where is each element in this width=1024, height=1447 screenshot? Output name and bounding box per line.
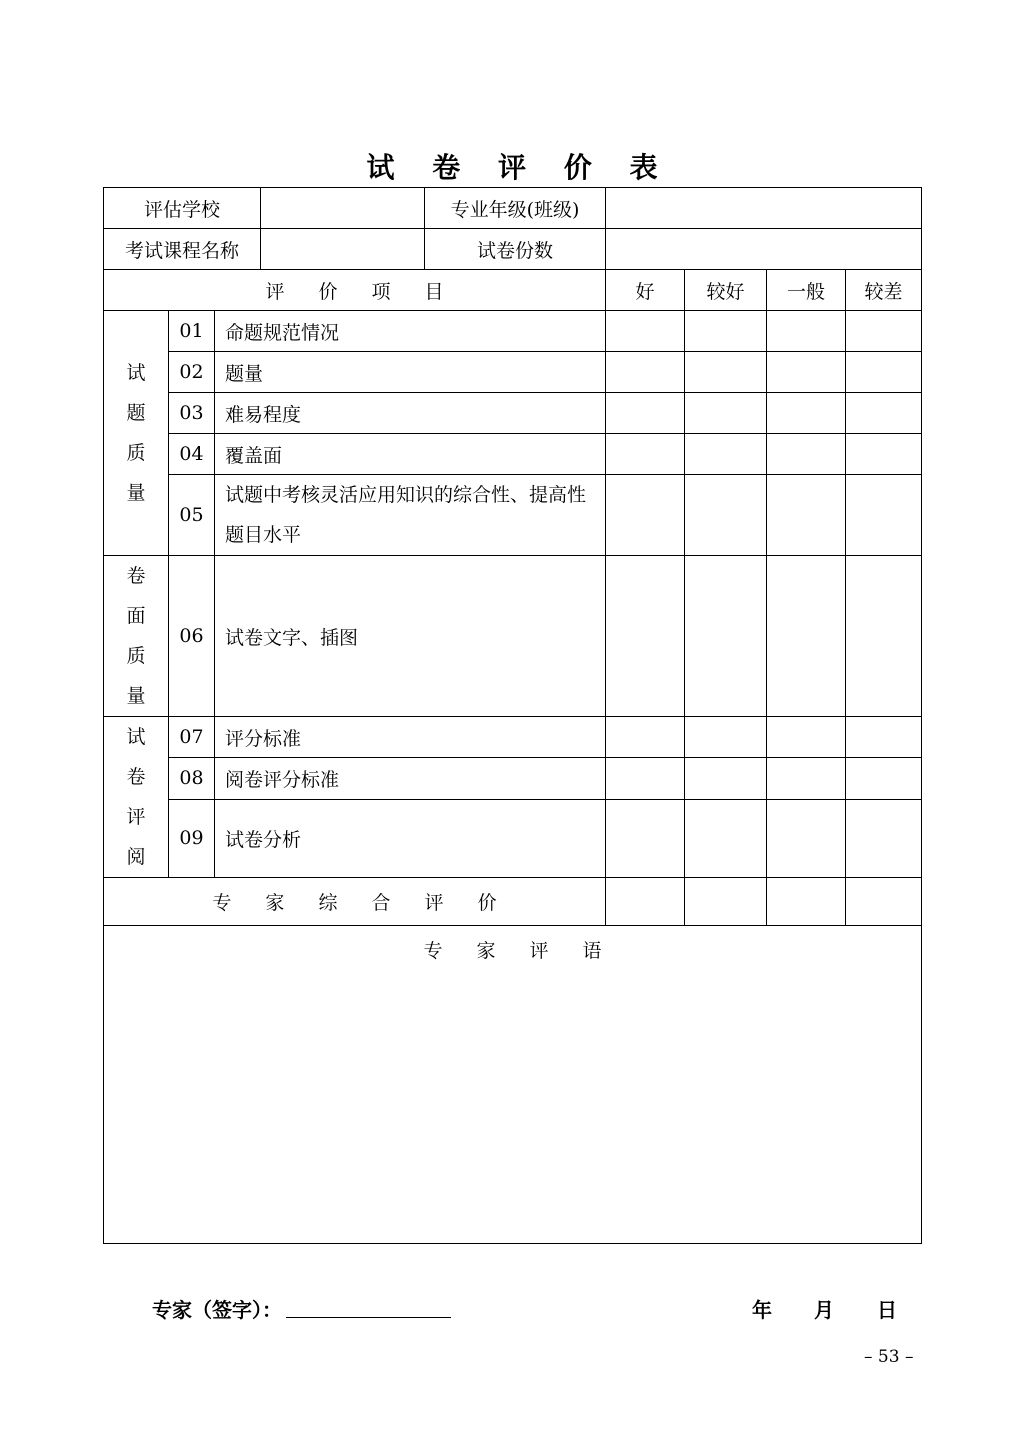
rating-cell-fairly-good[interactable]: [685, 475, 767, 556]
rating-cell-good[interactable]: [606, 878, 685, 926]
item-number: 03: [169, 393, 215, 434]
comments-area[interactable]: [104, 926, 922, 1244]
item-text: 试卷文字、插图: [215, 556, 606, 717]
course-label: 考试课程名称: [104, 229, 261, 270]
col-header-fairly-good: 较好: [685, 270, 767, 311]
copies-field[interactable]: [606, 229, 922, 270]
rating-cell-fairly-good[interactable]: [685, 758, 767, 799]
rating-cell-average[interactable]: [767, 434, 846, 475]
item-text: 覆盖面: [215, 434, 606, 475]
signature-label: 专家（签字）：: [152, 1298, 282, 1322]
rating-cell-average[interactable]: [767, 556, 846, 717]
overall-row: [104, 878, 922, 926]
group-label-paper-grading: 试 卷 评 阅: [104, 717, 169, 878]
rating-cell-good[interactable]: [606, 556, 685, 717]
rating-cell-average[interactable]: [767, 393, 846, 434]
item-number: 01: [169, 311, 215, 352]
item-text: 题量: [215, 352, 606, 393]
item-text: 命题规范情况: [215, 311, 606, 352]
group-label-paper-quality: 卷 面 质 量: [104, 556, 169, 717]
major-label: 专业年级(班级): [425, 188, 606, 229]
item-number: 04: [169, 434, 215, 475]
rating-cell-poor[interactable]: [846, 352, 922, 393]
table-row: [104, 352, 922, 393]
rating-cell-good[interactable]: [606, 393, 685, 434]
rating-cell-fairly-good[interactable]: [685, 393, 767, 434]
rating-cell-poor[interactable]: [846, 878, 922, 926]
col-header-average: 一般: [767, 270, 846, 311]
copies-label: 试卷份数: [425, 229, 606, 270]
course-field[interactable]: [261, 229, 425, 270]
rating-cell-poor[interactable]: [846, 799, 922, 878]
rating-cell-good[interactable]: [606, 758, 685, 799]
table-row: [104, 311, 922, 352]
rating-cell-poor[interactable]: [846, 758, 922, 799]
rating-cell-poor[interactable]: [846, 393, 922, 434]
comments-row: [104, 926, 922, 1244]
col-header-item: 评 价 项 目: [104, 270, 606, 311]
date-month-label: 月: [814, 1298, 834, 1322]
rating-cell-good[interactable]: [606, 717, 685, 758]
school-label: 评估学校: [104, 188, 261, 229]
item-text: 阅卷评分标准: [215, 758, 606, 799]
item-text: 试卷分析: [215, 799, 606, 878]
page-title: 试 卷 评 价 表: [366, 151, 672, 184]
rating-cell-good[interactable]: [606, 434, 685, 475]
table-row: [104, 717, 922, 758]
rating-cell-poor[interactable]: [846, 475, 922, 556]
rating-cell-good[interactable]: [606, 352, 685, 393]
item-number: 06: [169, 556, 215, 717]
rating-cell-average[interactable]: [767, 311, 846, 352]
rating-cell-good[interactable]: [606, 311, 685, 352]
group-label-question-quality: 试 题 质 量: [104, 311, 169, 556]
col-header-good: 好: [606, 270, 685, 311]
rating-cell-fairly-good[interactable]: [685, 717, 767, 758]
rating-cell-average[interactable]: [767, 878, 846, 926]
school-field[interactable]: [261, 188, 425, 229]
table-row: [104, 799, 922, 878]
rating-cell-poor[interactable]: [846, 717, 922, 758]
item-text: 评分标准: [215, 717, 606, 758]
rating-cell-fairly-good[interactable]: [685, 434, 767, 475]
item-text: 试题中考核灵活应用知识的综合性、提高性题目水平: [215, 475, 606, 556]
col-header-poor: 较差: [846, 270, 922, 311]
item-number: 09: [169, 799, 215, 878]
rating-cell-average[interactable]: [767, 717, 846, 758]
item-number: 08: [169, 758, 215, 799]
rating-cell-fairly-good[interactable]: [685, 311, 767, 352]
rating-cell-good[interactable]: [606, 475, 685, 556]
signature-line[interactable]: [286, 1317, 451, 1318]
rating-cell-poor[interactable]: [846, 556, 922, 717]
rating-cell-average[interactable]: [767, 758, 846, 799]
rating-cell-average[interactable]: [767, 475, 846, 556]
rating-cell-average[interactable]: [767, 352, 846, 393]
table-row: [104, 393, 922, 434]
item-number: 05: [169, 475, 215, 556]
item-text: 难易程度: [215, 393, 606, 434]
table-row: [104, 556, 922, 717]
date-year-label: 年: [752, 1298, 772, 1322]
date-day-label: 日: [877, 1298, 897, 1322]
table-row: [104, 475, 922, 556]
rating-cell-fairly-good[interactable]: [685, 352, 767, 393]
overall-label: 专 家 综 合 评 价: [104, 878, 606, 926]
rating-cell-good[interactable]: [606, 799, 685, 878]
rating-cell-poor[interactable]: [846, 311, 922, 352]
rating-cell-fairly-good[interactable]: [685, 878, 767, 926]
major-field[interactable]: [606, 188, 922, 229]
page-number: – 53 –: [864, 1347, 914, 1367]
item-number: 07: [169, 717, 215, 758]
item-number: 02: [169, 352, 215, 393]
rating-cell-fairly-good[interactable]: [685, 556, 767, 717]
evaluation-table: [103, 187, 922, 1244]
rating-cell-fairly-good[interactable]: [685, 799, 767, 878]
rating-cell-poor[interactable]: [846, 434, 922, 475]
comments-label: 专 家 评 语: [423, 940, 616, 962]
rating-cell-average[interactable]: [767, 799, 846, 878]
table-row: [104, 434, 922, 475]
table-row: [104, 758, 922, 799]
